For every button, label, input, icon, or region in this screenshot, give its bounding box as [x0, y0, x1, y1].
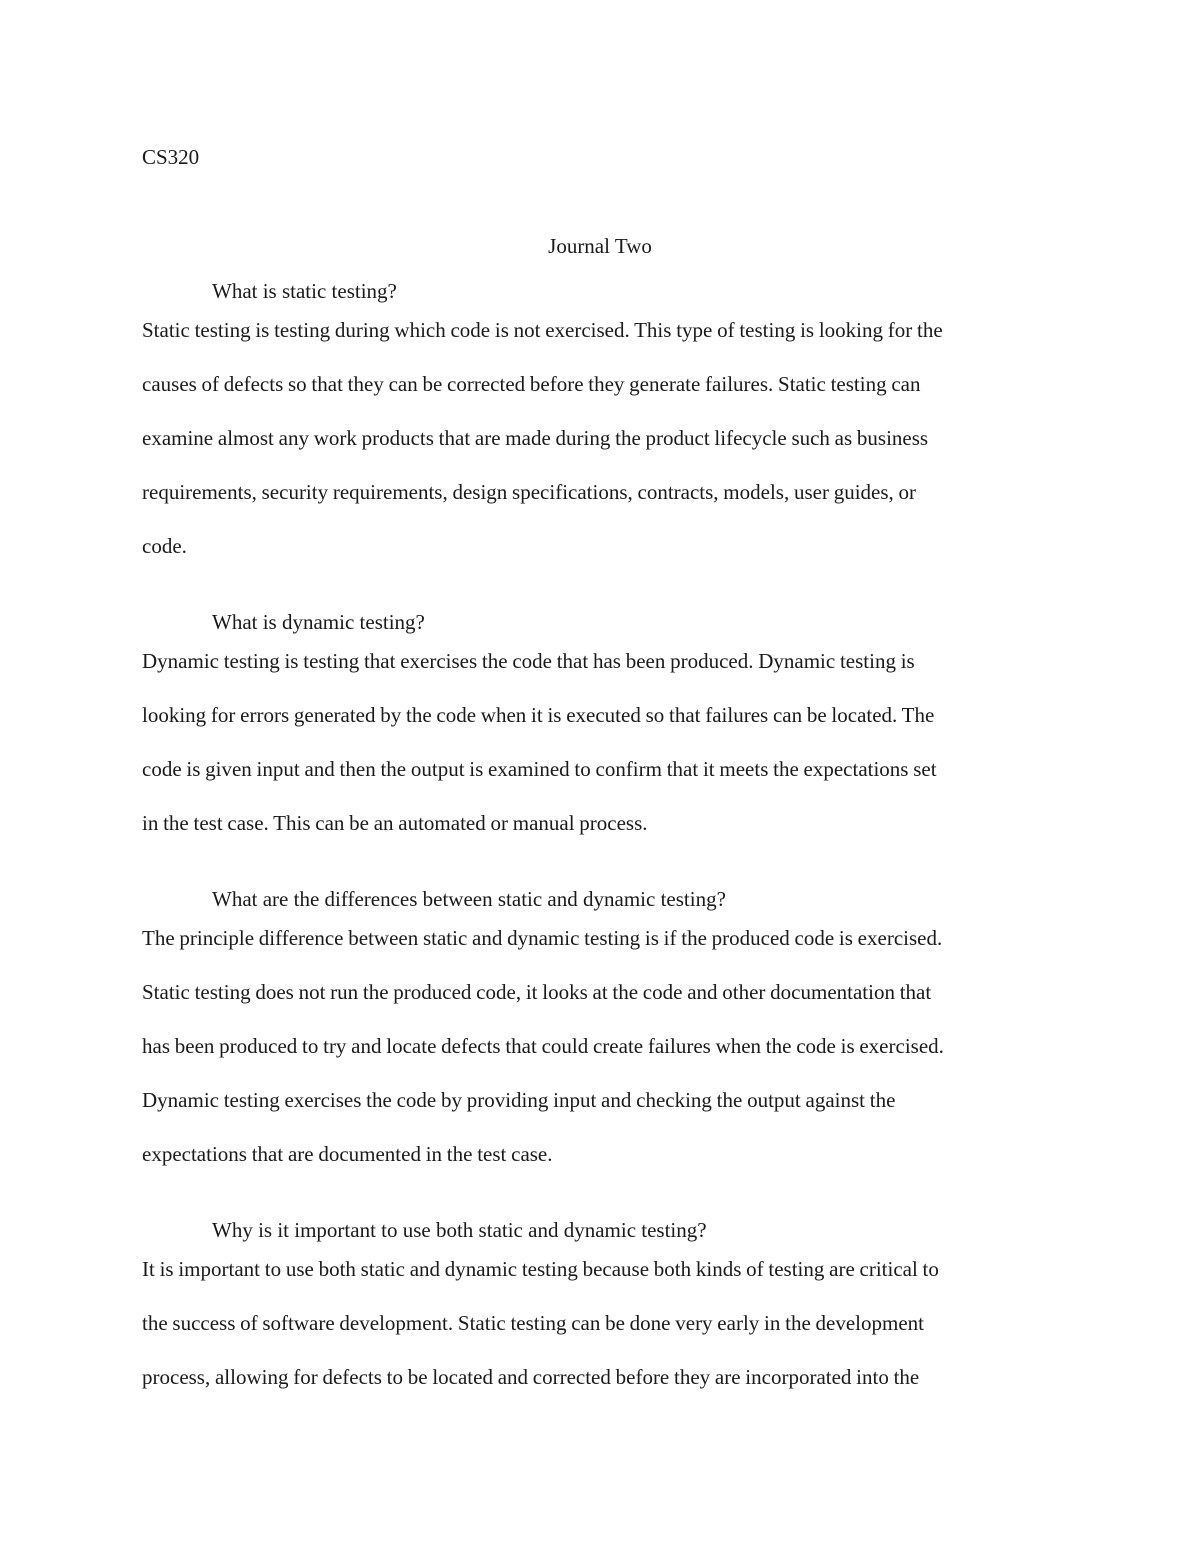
answer-line: Dynamic testing is testing that exercises the code that has been produced. Dynamic testing is [142, 649, 915, 673]
course-code: CS320 [142, 145, 200, 169]
answer-line: in the test case. This can be an automated or manual process. [142, 811, 648, 835]
answer-line: Static testing does not run the produced code, it looks at the code and other documentation that [142, 980, 932, 1004]
answer-line: code. [142, 534, 187, 558]
answer-line: the success of software development. Static testing can be done very early in the development [142, 1311, 924, 1335]
section-importance [142, 1215, 1062, 1404]
question-heading: What is static testing? [212, 279, 397, 303]
question-heading: What are the differences between static and dynamic testing? [212, 887, 726, 911]
answer-line: Dynamic testing exercises the code by providing input and checking the output against the [142, 1088, 896, 1112]
answer-line: The principle difference between static and dynamic testing is if the produced code is exercised. [142, 926, 943, 950]
answer-line: examine almost any work products that are made during the product lifecycle such as business [142, 426, 929, 450]
answer-paragraph [142, 303, 1062, 573]
answer-line: process, allowing for defects to be located and corrected before they are incorporated into the [142, 1365, 920, 1389]
answer-line: requirements, security requirements, design specifications, contracts, models, user guides, or [142, 480, 917, 504]
section-static-testing [142, 276, 1062, 573]
answer-line: It is important to use both static and dynamic testing because both kinds of testing are critical to [142, 1257, 939, 1281]
answer-line: looking for errors generated by the code when it is executed so that failures can be located. The [142, 703, 935, 727]
answer-line: code is given input and then the output is examined to confirm that it meets the expectations set [142, 757, 937, 781]
document-title: Journal Two [548, 234, 652, 258]
question-heading: Why is it important to use both static and dynamic testing? [212, 1218, 707, 1242]
answer-paragraph [142, 911, 1062, 1181]
section-dynamic-testing [142, 607, 1062, 850]
answer-line: Static testing is testing during which code is not exercised. This type of testing is looking for the [142, 318, 943, 342]
section-differences [142, 884, 1062, 1181]
answer-line: causes of defects so that they can be corrected before they generate failures. Static testing can [142, 372, 921, 396]
answer-line: has been produced to try and locate defects that could create failures when the code is exercised. [142, 1034, 944, 1058]
question-heading: What is dynamic testing? [212, 610, 425, 634]
answer-paragraph [142, 634, 1062, 850]
answer-paragraph [142, 1242, 1062, 1404]
answer-line: expectations that are documented in the test case. [142, 1142, 553, 1166]
